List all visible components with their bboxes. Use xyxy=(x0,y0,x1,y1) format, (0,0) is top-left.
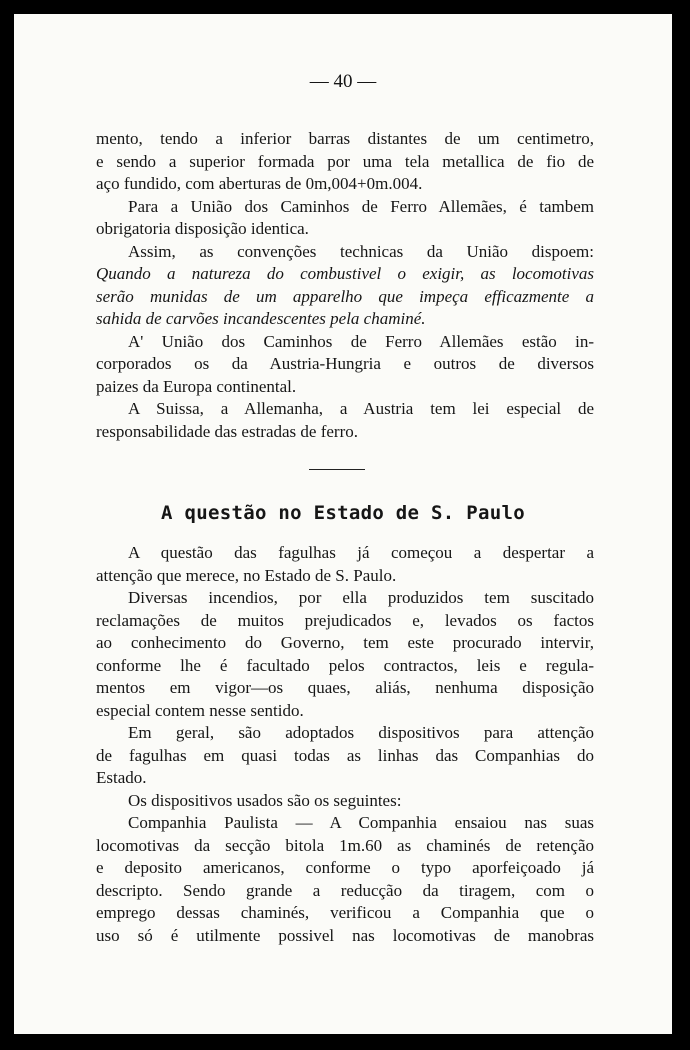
text-line: Os dispositivos usados são os seguintes: xyxy=(128,790,402,810)
paragraph xyxy=(96,241,594,331)
text-line: serão munidas de um apparelho que impeça efficazmente a xyxy=(96,286,594,306)
text-line: reclamações de muitos prejudicados e, levados os factos xyxy=(96,610,594,630)
text-line: Assim, as convenções technicas da União dispoem: xyxy=(128,241,594,261)
paragraph xyxy=(96,812,594,947)
text-line: responsabilidade das estradas de ferro. xyxy=(96,421,358,441)
text-line: sahida de carvões incandescentes pela chaminé. xyxy=(96,309,426,328)
text-line: Quando a natureza do combustivel o exigir, as locomotivas xyxy=(96,264,594,283)
section-text-block xyxy=(96,542,594,947)
text-line: Companhia Paulista — A Companhia ensaiou nas suas xyxy=(128,813,594,832)
text-line: A' União dos Caminhos de Ferro Allemães estão in- xyxy=(128,331,594,351)
text-line: descripto. Sendo grande a reducção da tiragem, com o xyxy=(96,880,594,900)
text-line: mentos em vigor—os quaes, aliás, nenhuma disposição xyxy=(96,678,594,697)
text-line: A Suissa, a Allemanha, a Austria tem lei especial de xyxy=(128,399,594,418)
section-divider xyxy=(309,469,365,470)
paragraph xyxy=(96,722,594,790)
text-line: paizes da Europa continental. xyxy=(96,376,297,396)
text-line: conforme lhe é facultado pelos contractos, leis e regula- xyxy=(96,655,594,675)
text-line: especial contem nesse sentido. xyxy=(96,700,304,720)
text-line: emprego dessas chaminés, verificou a Companhia que o xyxy=(96,903,594,922)
section-heading: A questão no Estado de S. Paulo xyxy=(161,502,525,524)
text-line: uso só é utilmente possivel nas locomotivas de manobras xyxy=(96,925,594,945)
text-line: A questão das fagulhas já começou a despertar a xyxy=(128,543,594,562)
text-line: e sendo a superior formada por uma tela metallica de fio de xyxy=(96,151,594,171)
text-line: ao conhecimento do Governo, tem este procurado intervir, xyxy=(96,633,594,652)
text-line: mento, tendo a inferior barras distantes de um centimetro, xyxy=(96,129,594,148)
text-line: Para a União dos Caminhos de Ferro Allemães, é tambem xyxy=(128,196,594,216)
paragraph xyxy=(96,128,594,196)
text-line: Estado. xyxy=(96,768,147,787)
page-number: — 40 — xyxy=(309,71,377,92)
book-page xyxy=(14,14,672,1034)
text-line: locomotivas da secção bitola 1m.60 as chaminés de retenção xyxy=(96,835,594,855)
text-line: Em geral, são adoptados dispositivos para attenção xyxy=(128,723,594,742)
text-line: corporados os da Austria-Hungria e outros de diversos xyxy=(96,354,594,373)
text-line: obrigatoria disposição identica. xyxy=(96,219,309,238)
top-text-block xyxy=(96,128,594,443)
paragraph xyxy=(96,331,594,399)
text-line: Diversas incendios, por ella produzidos tem suscitado xyxy=(128,588,594,607)
paragraph xyxy=(96,790,594,813)
text-line: aço fundido, com aberturas de 0m,004+0m.004. xyxy=(96,174,423,193)
text-line: de fagulhas em quasi todas as linhas das Companhias do xyxy=(96,745,594,765)
text-line: attenção que merece, no Estado de S. Paulo. xyxy=(96,565,397,585)
paragraph xyxy=(96,398,594,443)
paragraph xyxy=(96,587,594,722)
paragraph xyxy=(96,542,594,587)
text-line: e deposito americanos, conforme o typo aporfeiçoado já xyxy=(96,858,594,877)
paragraph xyxy=(96,196,594,241)
